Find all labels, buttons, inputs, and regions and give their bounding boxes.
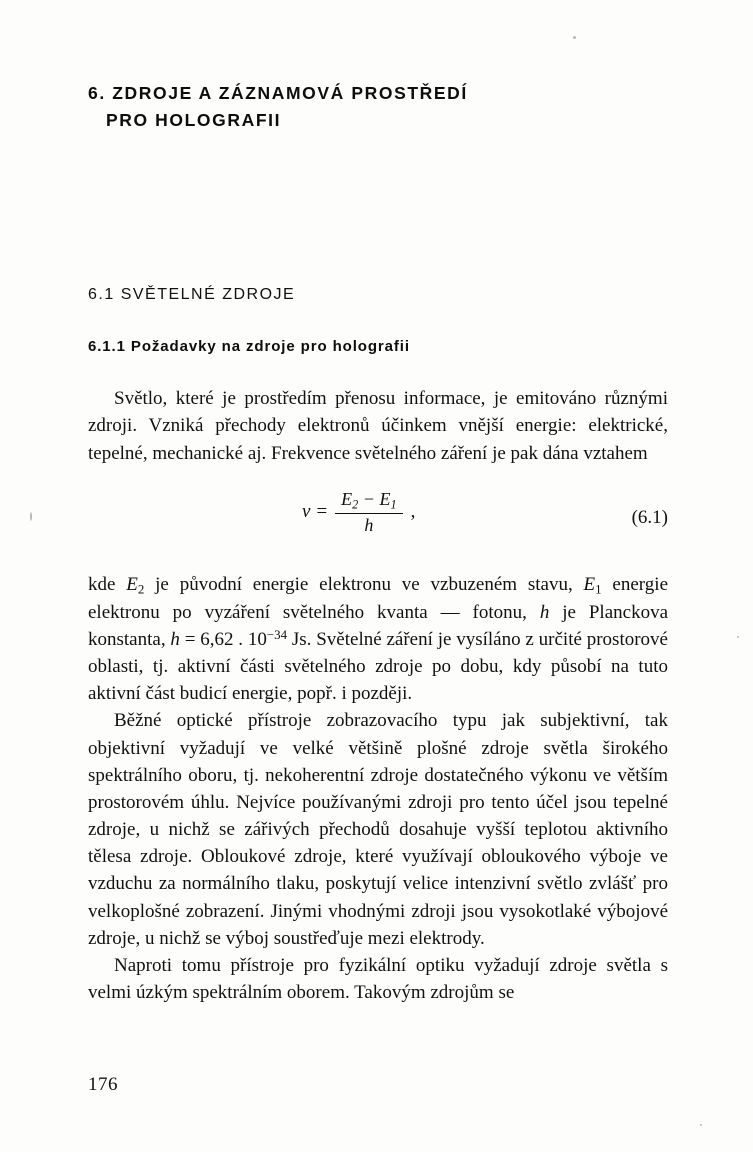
legend-mid-1: je původní energie elektronu ve vzbuzeném stavu, — [144, 573, 584, 595]
equation-6-1 — [88, 489, 668, 551]
subsection-heading: 6.1.1 Požadavky na zdroje pro holografii — [88, 338, 410, 356]
equation-number: (6.1) — [631, 506, 668, 528]
symbol-e1: E — [583, 573, 596, 595]
equation-lhs: ν — [302, 501, 311, 523]
chapter-heading-line-2: PRO HOLOGRAFII — [106, 110, 282, 131]
equation-denominator: h — [364, 515, 374, 536]
page-content — [88, 80, 668, 1006]
chapter-heading-line-1: 6. ZDROJE A ZÁZNAMOVÁ PROSTŘEDÍ — [88, 83, 468, 103]
paragraph-intro: Světlo, které je prostředím přenosu informace, je emitováno různými zdroji. Vzniká přechody elektronů účinkem vnější energie: elektrické, tepelné, mechanické aj. Frekvence světelného záření je pak dána vztahem — [88, 388, 668, 464]
scan-speck — [573, 36, 576, 39]
legend-mid-4: = 6,62 . 10 — [179, 628, 267, 650]
chapter-heading — [88, 80, 668, 134]
symbol-e2-sub: 2 — [137, 581, 145, 597]
planck-exponent: −34 — [266, 627, 288, 643]
page-number: 176 — [88, 1074, 118, 1095]
equation-expression — [302, 489, 415, 536]
legend-mid-3: je Planckova konstanta, — [88, 601, 668, 650]
paragraph-physical-optics: Naproti tomu přístroje pro fyzikální optiku vyžadují zdroje světla s velmi úzkým spektrálním oborem. Takovým zdrojům se — [88, 954, 668, 1003]
paragraph-imaging-instruments: Běžné optické přístroje zobrazovacího typu jak subjektivní, tak objektivní vyžadují ve velké většině plošné zdroje světla širokého spektrálního oboru, tj. nekoherentní zdroje dostatečného výkonu ve větším prostorovém úhlu. Nejvíce používanými zdroji pro tento účel jsou tepelné zdroje, u nichž se zářivých přechodů dosahuje vyšší teplotou aktivního tělesa zdroje. Obloukové zdroje, které využívají obloukového výboje ve vzduchu za normálního tlaku, poskytují velice intenzivní světlo zvlášť pro velkoplošné zobrazení. Jinými vhodnými zdroji jsou vysokotlaké výbojové zdroje, u nichž se výboj soustřeďuje mezi elektrody. — [88, 710, 668, 949]
scan-speck — [700, 1124, 702, 1126]
paragraph-equation-legend — [88, 571, 668, 708]
equation-comma: , — [410, 501, 416, 523]
equation-equals: = — [316, 501, 328, 523]
equation-numerator — [335, 489, 402, 513]
scan-speck — [30, 512, 32, 521]
numerator-e1-sub: 1 — [390, 497, 397, 512]
numerator-e2: E — [341, 488, 353, 509]
symbol-h: h — [539, 601, 550, 623]
numerator-e2-sub: 2 — [352, 497, 359, 512]
numerator-minus: − — [362, 488, 375, 509]
legend-prefix: kde — [88, 573, 127, 595]
legend-mid-2: energie elektronu po vyzáření světelného kvanta — fotonu, — [88, 573, 668, 623]
legend-tail: Js. Světelné záření je vysíláno z určité prostorové oblasti, tj. aktivní části světelného zdroje po dobu, kdy působí na tuto aktivní část budicí energie, popř. i později. — [88, 628, 668, 705]
symbol-e2: E — [126, 573, 138, 595]
equation-fraction — [335, 489, 402, 536]
symbol-e1-sub: 1 — [595, 581, 602, 597]
section-heading: 6.1 SVĚTELNÉ ZDROJE — [88, 286, 296, 304]
symbol-h-2: h — [170, 628, 180, 650]
numerator-e1: E — [379, 488, 391, 509]
scan-speck — [737, 636, 739, 638]
